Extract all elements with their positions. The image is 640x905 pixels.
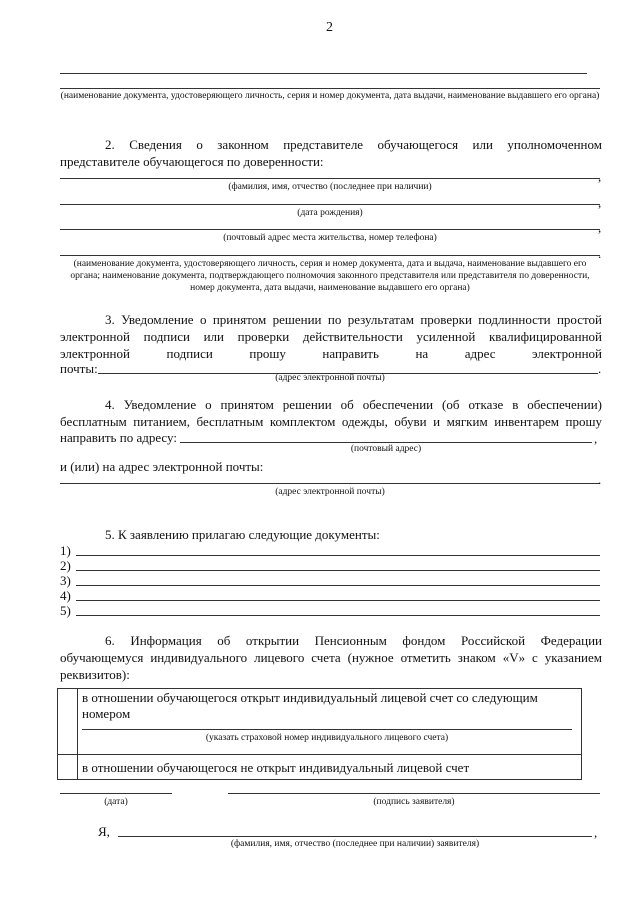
attach-line-4[interactable] [76,600,600,601]
attach-line-5[interactable] [76,615,600,616]
sec4-email-caption: (адрес электронной почты) [275,487,385,497]
snils-caption: (указать страховой номер индивидуального лицевого счета) [205,733,449,743]
sec6-line1: 6. Информация об открытии Пенсионным фондом Российской Федерации [105,633,602,648]
opt1-line2: номером [82,706,131,721]
sec4-line4: и (или) на адрес электронной почты: [60,459,264,474]
comma: , [598,220,602,235]
checkbox-not-opened[interactable] [58,755,77,778]
identity-doc-caption: (наименование документа, удостоверяющего личность, серия и номер документа, дата выдачи, наименование выдавшего его органа) [60,91,600,101]
sec3-line3: электронной подписи прошу направить на адрес электронной [60,346,602,361]
signature-caption: (подпись заявителя) [373,797,455,807]
date-line[interactable] [60,793,172,794]
rep-address-caption: (почтовый адрес места жительства, номер телефона) [223,233,437,243]
comma: , [594,825,598,840]
sec3-line2: электронной подписи или проверки действительности усиленной квалифицированной [60,329,602,344]
attach-line-3[interactable] [76,585,600,586]
sec6-line3: реквизитов): [60,667,130,682]
period: . [598,472,602,487]
signature-line[interactable] [228,793,600,794]
attach-line-1[interactable] [76,555,600,556]
ya-label: Я, [98,824,110,839]
sec4-line1: 4. Уведомление о принятом решении об обеспечении (об отказе в обеспечении) [105,397,602,412]
period: . [598,246,602,261]
sec3-email-label: почты: [60,361,98,376]
page-number: 2 [326,20,333,35]
comma: , [598,169,602,184]
rep-fio-line[interactable] [60,178,600,179]
applicant-fio-caption: (фамилия, имя, отчество (последнее при наличии) заявителя) [230,839,480,849]
rep-birth-caption: (дата рождения) [297,208,363,218]
date-caption: (дата) [104,797,128,807]
attach-label-4: 4) [60,588,71,603]
sec4-line2: бесплатным питанием, бесплатным комплектом одежды, обуви и мягким инвентарем прошу [60,414,602,429]
sec4-post-label: направить по адресу: [60,430,177,445]
attach-line-2[interactable] [76,570,600,571]
opt2-text: в отношении обучающегося не открыт индивидуальный лицевой счет [82,760,470,775]
comma: , [594,431,598,446]
attach-label-1: 1) [60,543,71,558]
sec3-email-caption: (адрес электронной почты) [275,373,385,383]
checkbox-opened[interactable] [58,689,77,754]
comma: , [598,195,602,210]
opt1-line1: в отношении обучающегося открыт индивидуальный лицевой счет со следующим [82,690,538,705]
sec3-line1: 3. Уведомление о принятом решении по результатам проверки подлинности простой [105,312,602,327]
applicant-fio-line[interactable] [118,836,592,837]
checkbox-col-divider [77,688,78,779]
rep-birth-line[interactable] [60,204,600,205]
sec2-line2: представителе обучающегося по доверенности: [60,154,324,169]
rep-fio-caption: (фамилия, имя, отчество (последнее при наличии) [228,182,432,192]
rep-address-line[interactable] [60,229,600,230]
attach-label-5: 5) [60,603,71,618]
sec4-email-line[interactable] [60,483,600,484]
attach-label-3: 3) [60,573,71,588]
sec4-post-caption: (почтовый адрес) [350,444,422,454]
identity-doc-line-1[interactable] [60,73,587,74]
sec2-line1: 2. Сведения о законном представителе обучающегося или уполномоченном [105,137,602,152]
attach-label-2: 2) [60,558,71,573]
row-divider [57,754,581,755]
sec5-heading: 5. К заявлению прилагаю следующие документы: [105,527,380,542]
sec6-line2: обучающемуся индивидуального лицевого счета (нужное отметить знаком «V» с указанием [60,650,602,665]
identity-doc-line-2[interactable] [60,88,600,89]
rep-docs-line[interactable] [60,255,600,256]
period: . [598,361,602,376]
rep-docs-caption: (наименование документа, удостоверяющего личность, серия и номер документа, дата и выдача, наименование выдавшего его органа; наименование документа, подтверждающего полномочия законного представителя или представителя по доверенности, номер документа, дата выдачи, наименование выдавшего его органа) [70,259,590,293]
snils-line[interactable] [82,729,572,730]
